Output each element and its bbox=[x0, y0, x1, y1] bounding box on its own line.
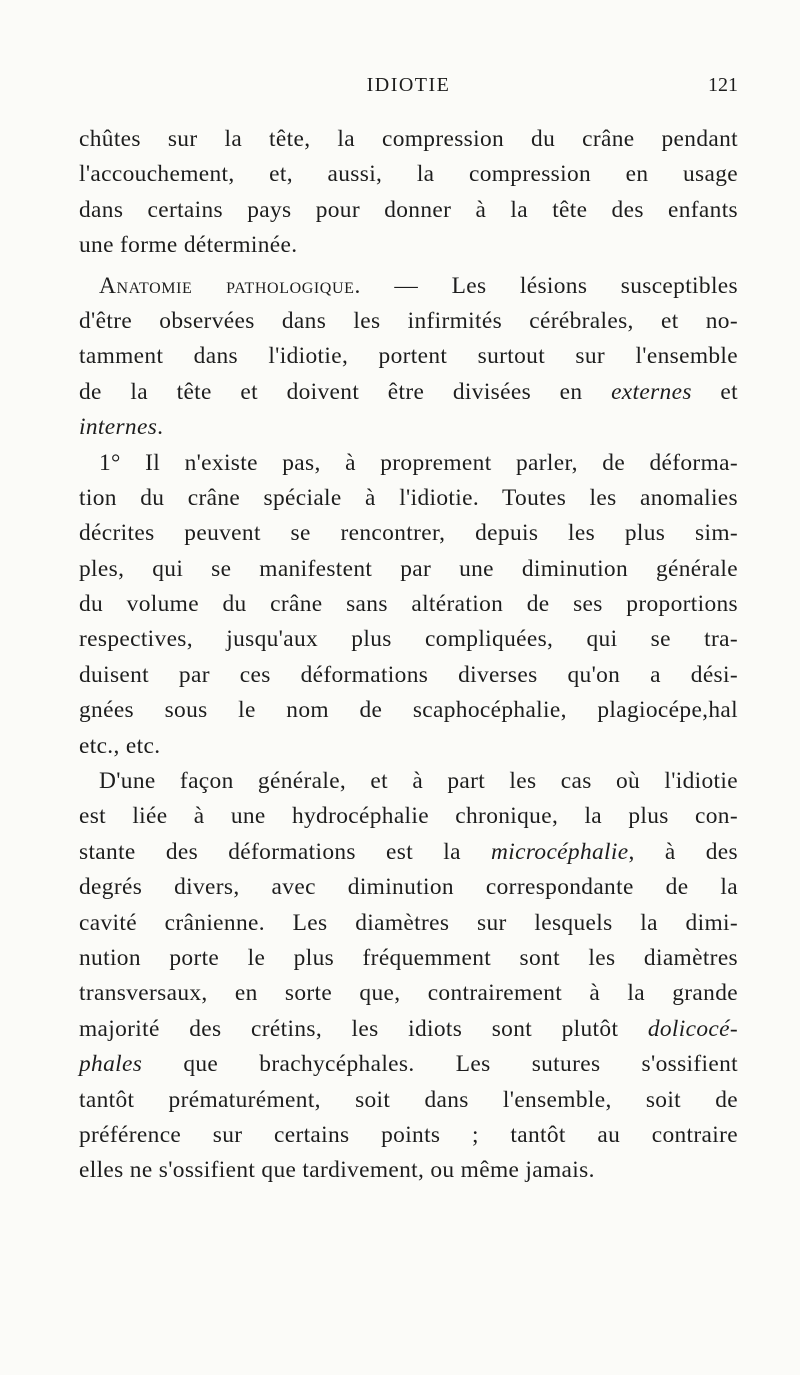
text-line: internes. bbox=[79, 414, 164, 441]
text-line: D'une façon générale, et à part les cas où l'idiotie bbox=[99, 768, 738, 795]
text-line: stante des déformations est la microcéphalie, à des bbox=[79, 838, 738, 865]
emphasis: microcéphalie bbox=[491, 838, 629, 865]
text-line: de la tête et doivent être divisées en externes et bbox=[79, 378, 738, 405]
text-line: chûtes sur la tête, la compression du crâne pendant bbox=[79, 126, 738, 152]
section-heading: Anatomie pathologique. bbox=[99, 272, 361, 299]
text-line: tantôt prématurément, soit dans l'ensemble, soit de bbox=[79, 1086, 738, 1113]
text-line: tion du crâne spéciale à l'idiotie. Toutes les anomalies bbox=[79, 484, 738, 511]
paragraph bbox=[79, 269, 738, 446]
text-line: gnées sous le nom de scaphocéphalie, plagiocépe,hal bbox=[79, 697, 738, 724]
text-line: degrés divers, avec diminution correspondante de la bbox=[79, 874, 738, 901]
emphasis: internes bbox=[79, 414, 158, 441]
running-head bbox=[79, 74, 738, 104]
text-line: duisent par ces déformations diverses qu'on a dési- bbox=[79, 661, 738, 688]
text-line: l'accouchement, et, aussi, la compression en usage bbox=[79, 161, 738, 188]
text-line: elles ne s'ossifient que tardivement, ou même jamais. bbox=[79, 1157, 595, 1184]
running-title: IDIOTIE bbox=[366, 74, 451, 96]
text-line: décrites peuvent se rencontrer, depuis les plus sim- bbox=[79, 520, 738, 547]
emphasis: dolicocé- bbox=[647, 1015, 738, 1042]
text-line: dans certains pays pour donner à la tête des enfants bbox=[79, 196, 738, 223]
text-line: majorité des crétins, les idiots sont plutôt dolicocé- bbox=[79, 1015, 738, 1042]
paragraph bbox=[79, 122, 738, 264]
text-line: d'être observées dans les infirmités cérébrales, et no- bbox=[79, 307, 738, 334]
text-line: est liée à une hydrocéphalie chronique, la plus con- bbox=[79, 803, 738, 830]
text-line: 1° Il n'existe pas, à proprement parler, de déforma- bbox=[99, 449, 738, 476]
text-line: Anatomie pathologique. — Les lésions susceptibles bbox=[99, 272, 738, 299]
text-line: une forme déterminée. bbox=[79, 232, 298, 259]
text-line: tamment dans l'idiotie, portent surtout sur l'ensemble bbox=[79, 343, 738, 370]
text-line: du volume du crâne sans altération de ses proportions bbox=[79, 591, 738, 618]
text-line: etc., etc. bbox=[79, 732, 161, 759]
text-line: phales que brachycéphales. Les sutures s'ossifient bbox=[79, 1051, 738, 1078]
text-line: transversaux, en sorte que, contrairement à la grande bbox=[79, 980, 738, 1007]
paragraph bbox=[79, 446, 738, 765]
body-text bbox=[79, 122, 738, 1189]
text-line: préférence sur certains points ; tantôt au contraire bbox=[79, 1121, 738, 1148]
page-number: 121 bbox=[708, 74, 738, 96]
text-line: cavité crânienne. Les diamètres sur lesquels la dimi- bbox=[79, 909, 738, 936]
emphasis: externes bbox=[611, 378, 692, 405]
text-line: nution porte le plus fréquemment sont les diamètres bbox=[79, 944, 738, 971]
text-line: respectives, jusqu'aux plus compliquées, qui se tra- bbox=[79, 626, 738, 653]
paragraph bbox=[79, 764, 738, 1189]
emphasis: phales bbox=[79, 1051, 143, 1078]
text-line: ples, qui se manifestent par une diminution générale bbox=[79, 555, 738, 582]
